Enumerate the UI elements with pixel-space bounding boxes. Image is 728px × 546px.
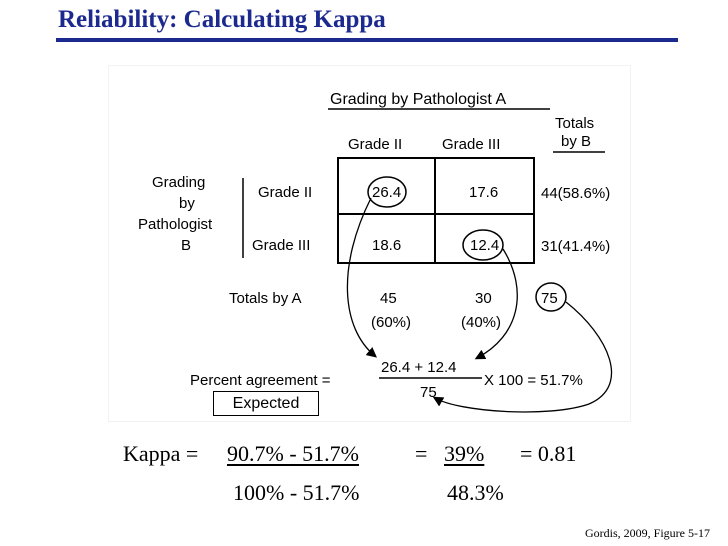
kappa-numerator-2: 39% [444, 441, 485, 466]
row-group-label-2: by [179, 195, 195, 212]
row-header-grade-ii: Grade II [258, 184, 313, 201]
col-header-grade-ii: Grade II [348, 136, 403, 153]
col-header-grade-iii: Grade III [442, 136, 501, 153]
title-underline [56, 38, 678, 42]
formula-label: Percent agreement = [190, 372, 331, 389]
cell-ii-ii: 26.4 [372, 184, 402, 201]
kappa-denominator-1: 100% - 51.7% [233, 480, 360, 505]
col-total-pct-grade-ii: (60%) [371, 314, 412, 331]
cell-iii-ii: 18.6 [372, 237, 402, 254]
row-group-label-4: B [181, 237, 192, 254]
cell-ii-iii: 17.6 [469, 184, 499, 201]
kappa-table-figure [109, 66, 630, 421]
kappa-numerator-1: 90.7% - 51.7% [227, 441, 359, 466]
row-header-grade-iii: Grade III [252, 237, 311, 254]
totals-by-b-header-line2: by B [561, 133, 592, 150]
slide-title: Reliability: Calculating Kappa [58, 6, 386, 33]
kappa-result: = 0.81 [520, 441, 577, 466]
cell-iii-iii: 12.4 [470, 237, 500, 254]
kappa-equals: = [415, 441, 428, 466]
kappa-prefix: Kappa = [123, 441, 199, 466]
expected-label-box: Expected [213, 391, 319, 416]
col-total-grade-iii: 30 [475, 290, 492, 307]
formula-denominator: 75 [420, 384, 437, 401]
col-total-grade-ii: 45 [380, 290, 397, 307]
figure-drawing [109, 66, 630, 421]
col-total-pct-grade-iii: (40%) [461, 314, 502, 331]
totals-by-a-label: Totals by A [229, 290, 302, 307]
row-total-grade-iii: 31(41.4%) [541, 238, 611, 255]
formula-numerator: 26.4 + 12.4 [381, 359, 457, 376]
row-total-grade-ii: 44(58.6%) [541, 185, 611, 202]
row-group-label-3: Pathologist [138, 216, 213, 233]
row-group-label-1: Grading [152, 174, 206, 191]
totals-by-b-header-line1: Totals [555, 115, 595, 132]
kappa-denominator-2: 48.3% [447, 480, 504, 505]
citation: Gordis, 2009, Figure 5-17 [585, 526, 710, 540]
header-text: Grading by Pathologist A [330, 91, 507, 108]
arrow-from-cell-ii-ii [347, 198, 375, 356]
grand-total: 75 [541, 290, 558, 307]
formula-result: X 100 = 51.7% [484, 372, 583, 389]
